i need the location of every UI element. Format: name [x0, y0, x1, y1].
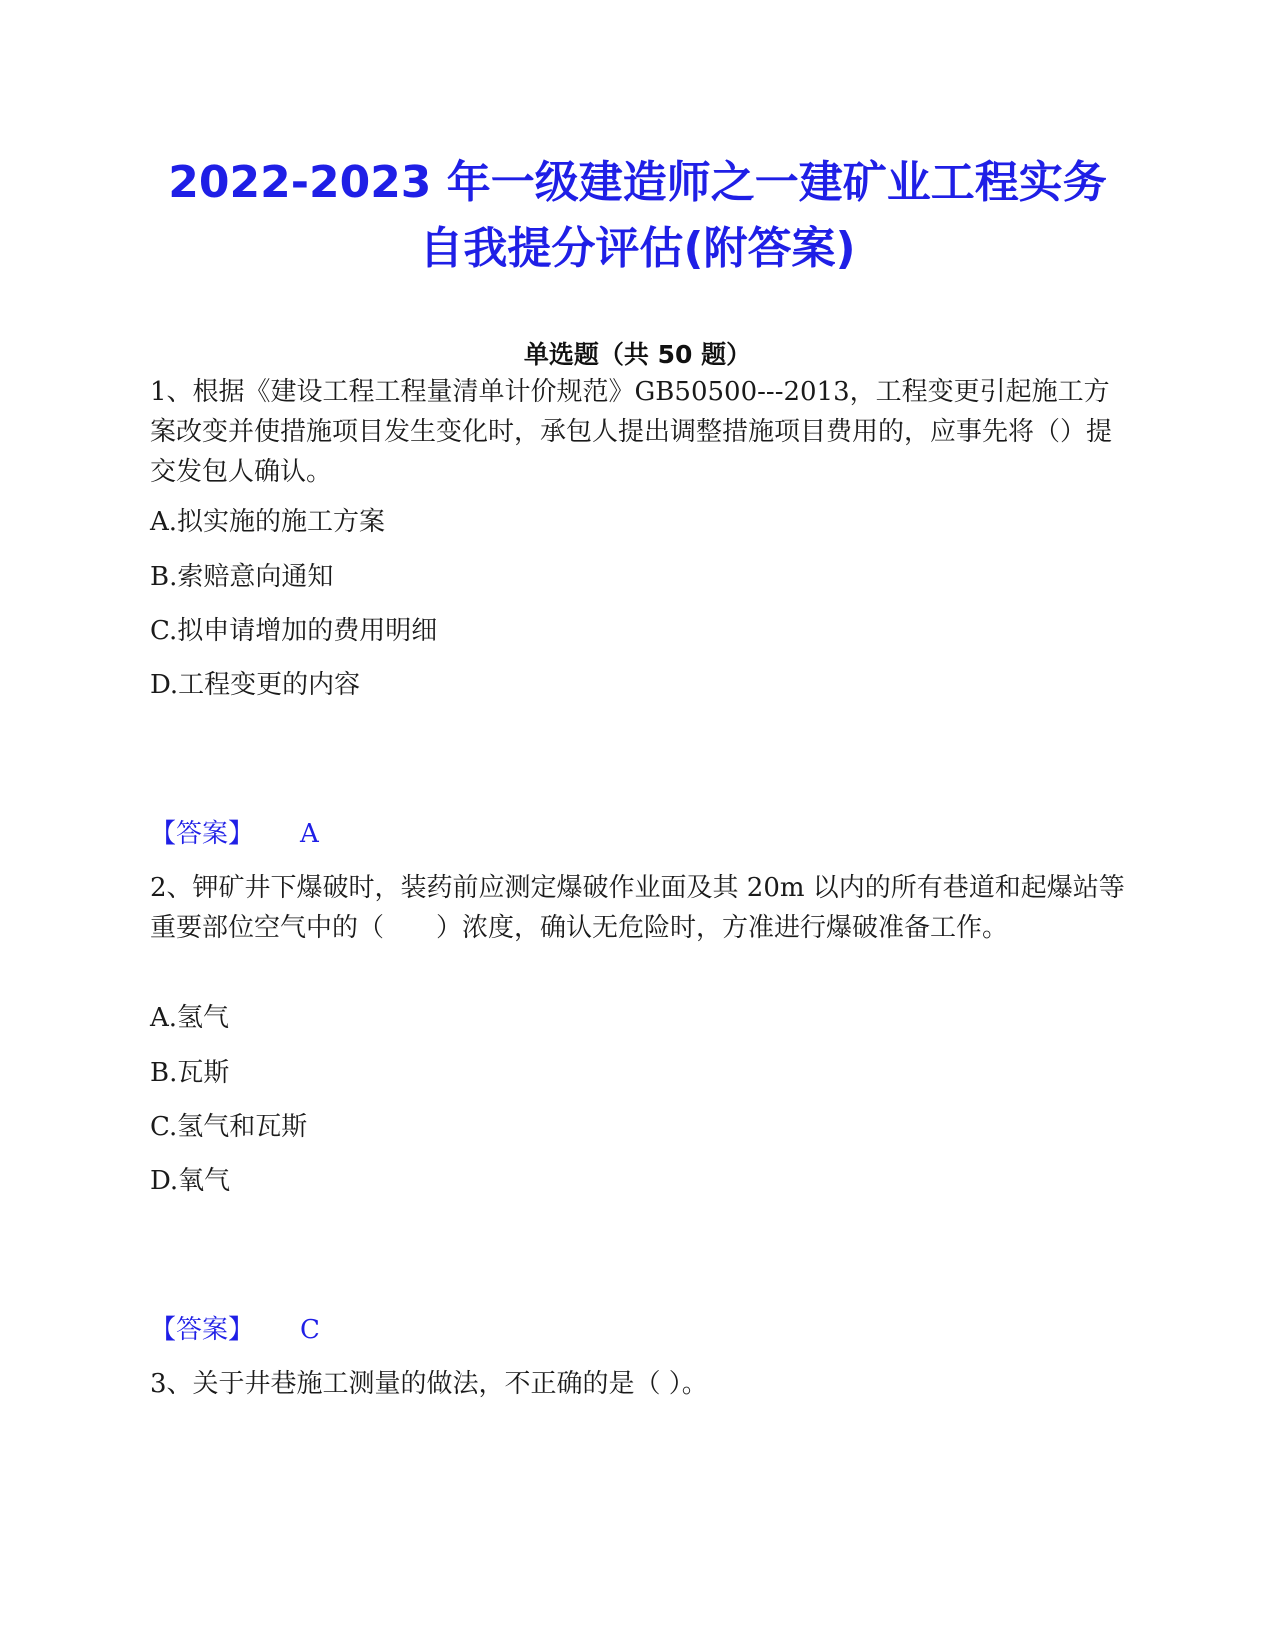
question-stem: 2、钾矿井下爆破时，装药前应测定爆破作业面及其 20m 以内的所有巷道和起爆站等重要部位空气中的（ ）浓度，确认无危险时，方准进行爆破准备工作。 — [150, 873, 1125, 943]
section-heading: 单选题（共 50 题） — [523, 340, 752, 369]
question-3 — [150, 1364, 1125, 1404]
answer-label: 【答案】 — [150, 1315, 255, 1345]
answer-value: A — [300, 819, 319, 849]
answer-row-2 — [150, 1313, 320, 1347]
answer-row-1 — [150, 817, 319, 851]
option-b: B.瓦斯 — [150, 1058, 230, 1088]
option-a: A.拟实施的施工方案 — [150, 507, 386, 537]
answer-value: C — [300, 1315, 320, 1345]
option-b: B.索赔意向通知 — [150, 562, 334, 592]
question-2 — [150, 868, 1125, 1208]
option-c: C.氢气和瓦斯 — [150, 1112, 308, 1142]
question-stem: 1、根据《建设工程工程量清单计价规范》GB50500---2013，工程变更引起施工方案改变并使措施项目发生变化时，承包人提出调整措施项目费用的，应事先将（）提交发包人确认。 — [150, 377, 1113, 487]
answer-label: 【答案】 — [150, 819, 255, 849]
option-d: D.工程变更的内容 — [150, 670, 361, 700]
option-c: C.拟申请增加的费用明细 — [150, 616, 438, 646]
document-title: 2022-2023 年一级建造师之一建矿业工程实务自我提分评估(附答案) — [168, 157, 1107, 274]
question-stem: 3、关于井巷施工测量的做法，不正确的是（ ）。 — [150, 1369, 708, 1399]
option-a: A.氢气 — [150, 1003, 230, 1033]
question-1 — [150, 372, 1125, 712]
option-d: D.氧气 — [150, 1166, 231, 1196]
